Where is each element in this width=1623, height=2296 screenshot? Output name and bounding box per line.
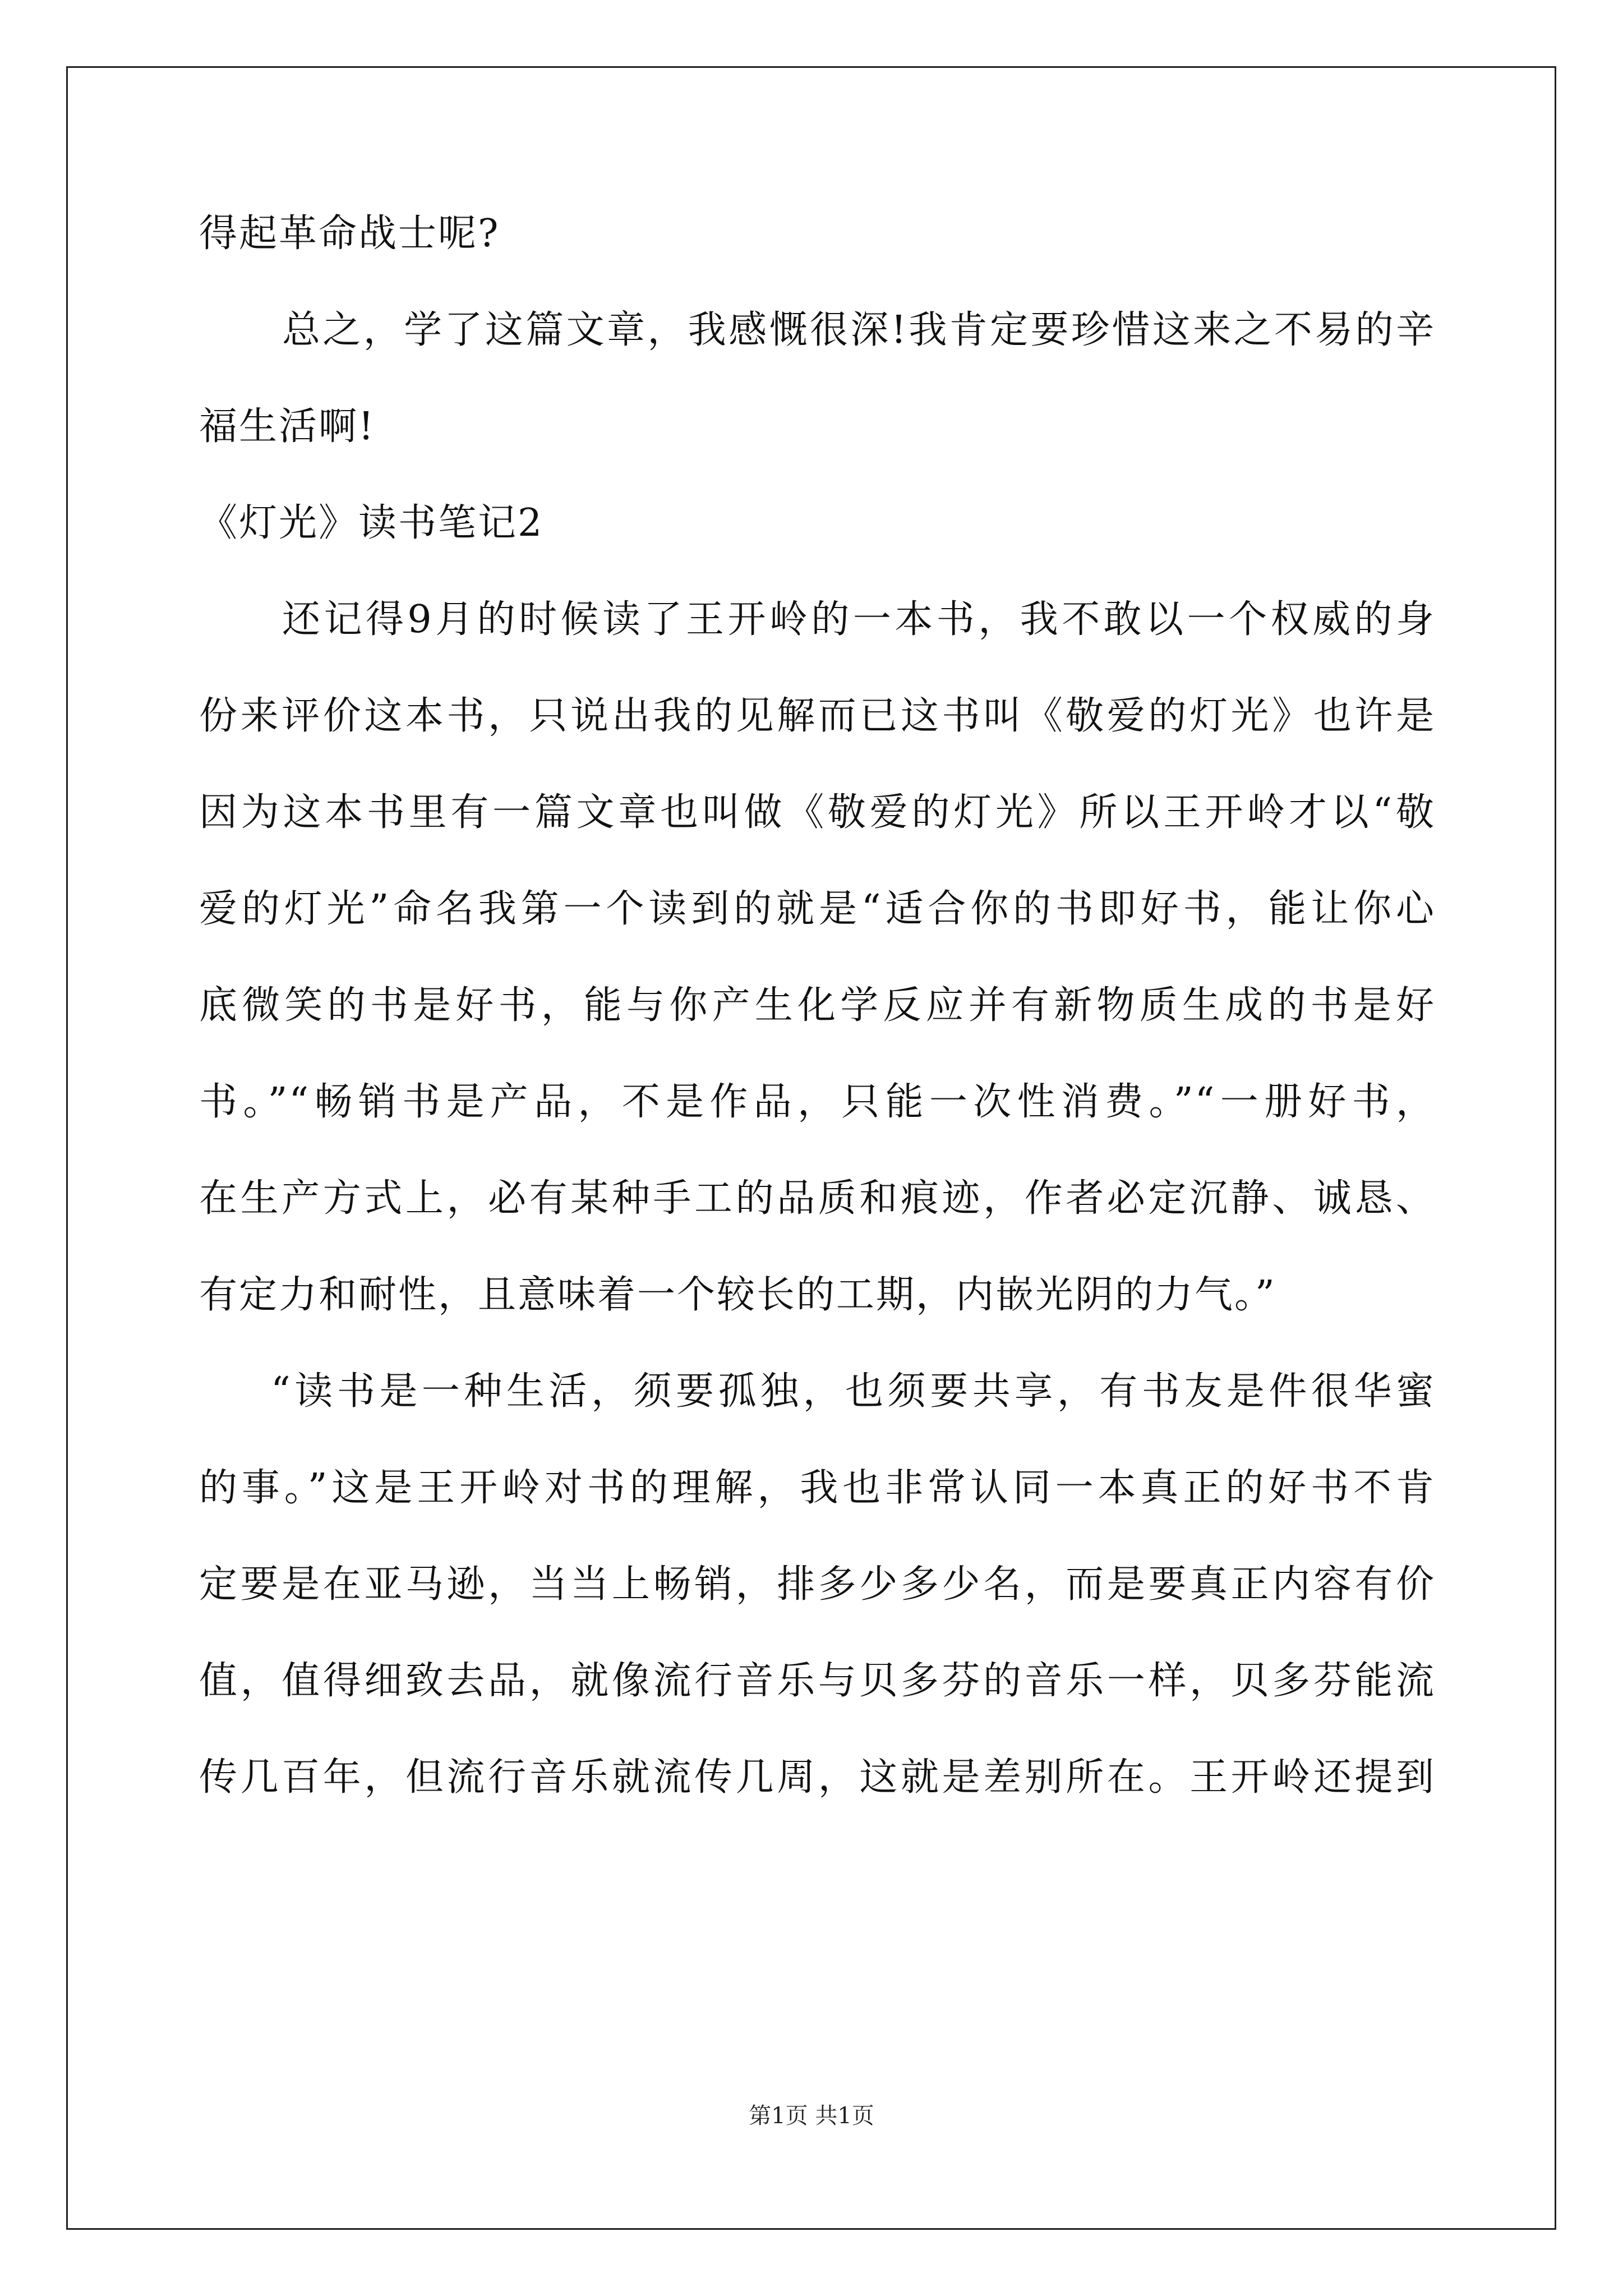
section-heading: 《灯光》读书笔记2 xyxy=(199,501,544,545)
text-line: 爱的灯光”命名我第一个读到的就是“适合你的书即好书，能让你心 xyxy=(199,887,1436,931)
text-line: 因为这本书里有一篇文章也叫做《敬爱的灯光》所以王开岭才以“敬 xyxy=(199,790,1436,835)
text-line: 定要是在亚马逊，当当上畅销，排多少多少名，而是要真正内容有价 xyxy=(199,1562,1436,1607)
text-line: 书。”“畅销书是产品，不是作品，只能一次性消费。”“一册好书， xyxy=(199,1080,1436,1124)
text-line: 在生产方式上，必有某种手工的品质和痕迹，作者必定沉静、诚恳、 xyxy=(199,1176,1436,1221)
text-line: 总之，学了这篇文章，我感慨很深!我肯定要珍惜这来之不易的辛 xyxy=(282,308,1436,352)
text-line: 的事。”这是王开岭对书的理解，我也非常认同一本真正的好书不肯 xyxy=(199,1466,1436,1510)
page-border xyxy=(66,66,1556,2230)
text-line: 还记得9月的时候读了王开岭的一本书，我不敢以一个权威的身 xyxy=(282,597,1436,642)
text-line: “读书是一种生活，须要孤独，也须要共享，有书友是件很华蜜 xyxy=(271,1369,1436,1414)
text-line: 得起革命战士呢? xyxy=(199,211,500,256)
text-line: 有定力和耐性，且意味着一个较长的工期，内嵌光阴的力气。” xyxy=(199,1273,1276,1317)
page-footer: 第1页 共1页 xyxy=(749,2103,874,2129)
text-line: 福生活啊! xyxy=(199,404,376,449)
text-line: 传几百年，但流行音乐就流传几周，这就是差别所在。王开岭还提到 xyxy=(199,1755,1436,1800)
text-line: 值，值得细致去品，就像流行音乐与贝多芬的音乐一样，贝多芬能流 xyxy=(199,1659,1436,1703)
text-line: 份来评价这本书，只说出我的见解而已这书叫《敬爱的灯光》也许是 xyxy=(199,694,1436,738)
text-line: 底微笑的书是好书，能与你产生化学反应并有新物质生成的书是好 xyxy=(199,983,1436,1028)
